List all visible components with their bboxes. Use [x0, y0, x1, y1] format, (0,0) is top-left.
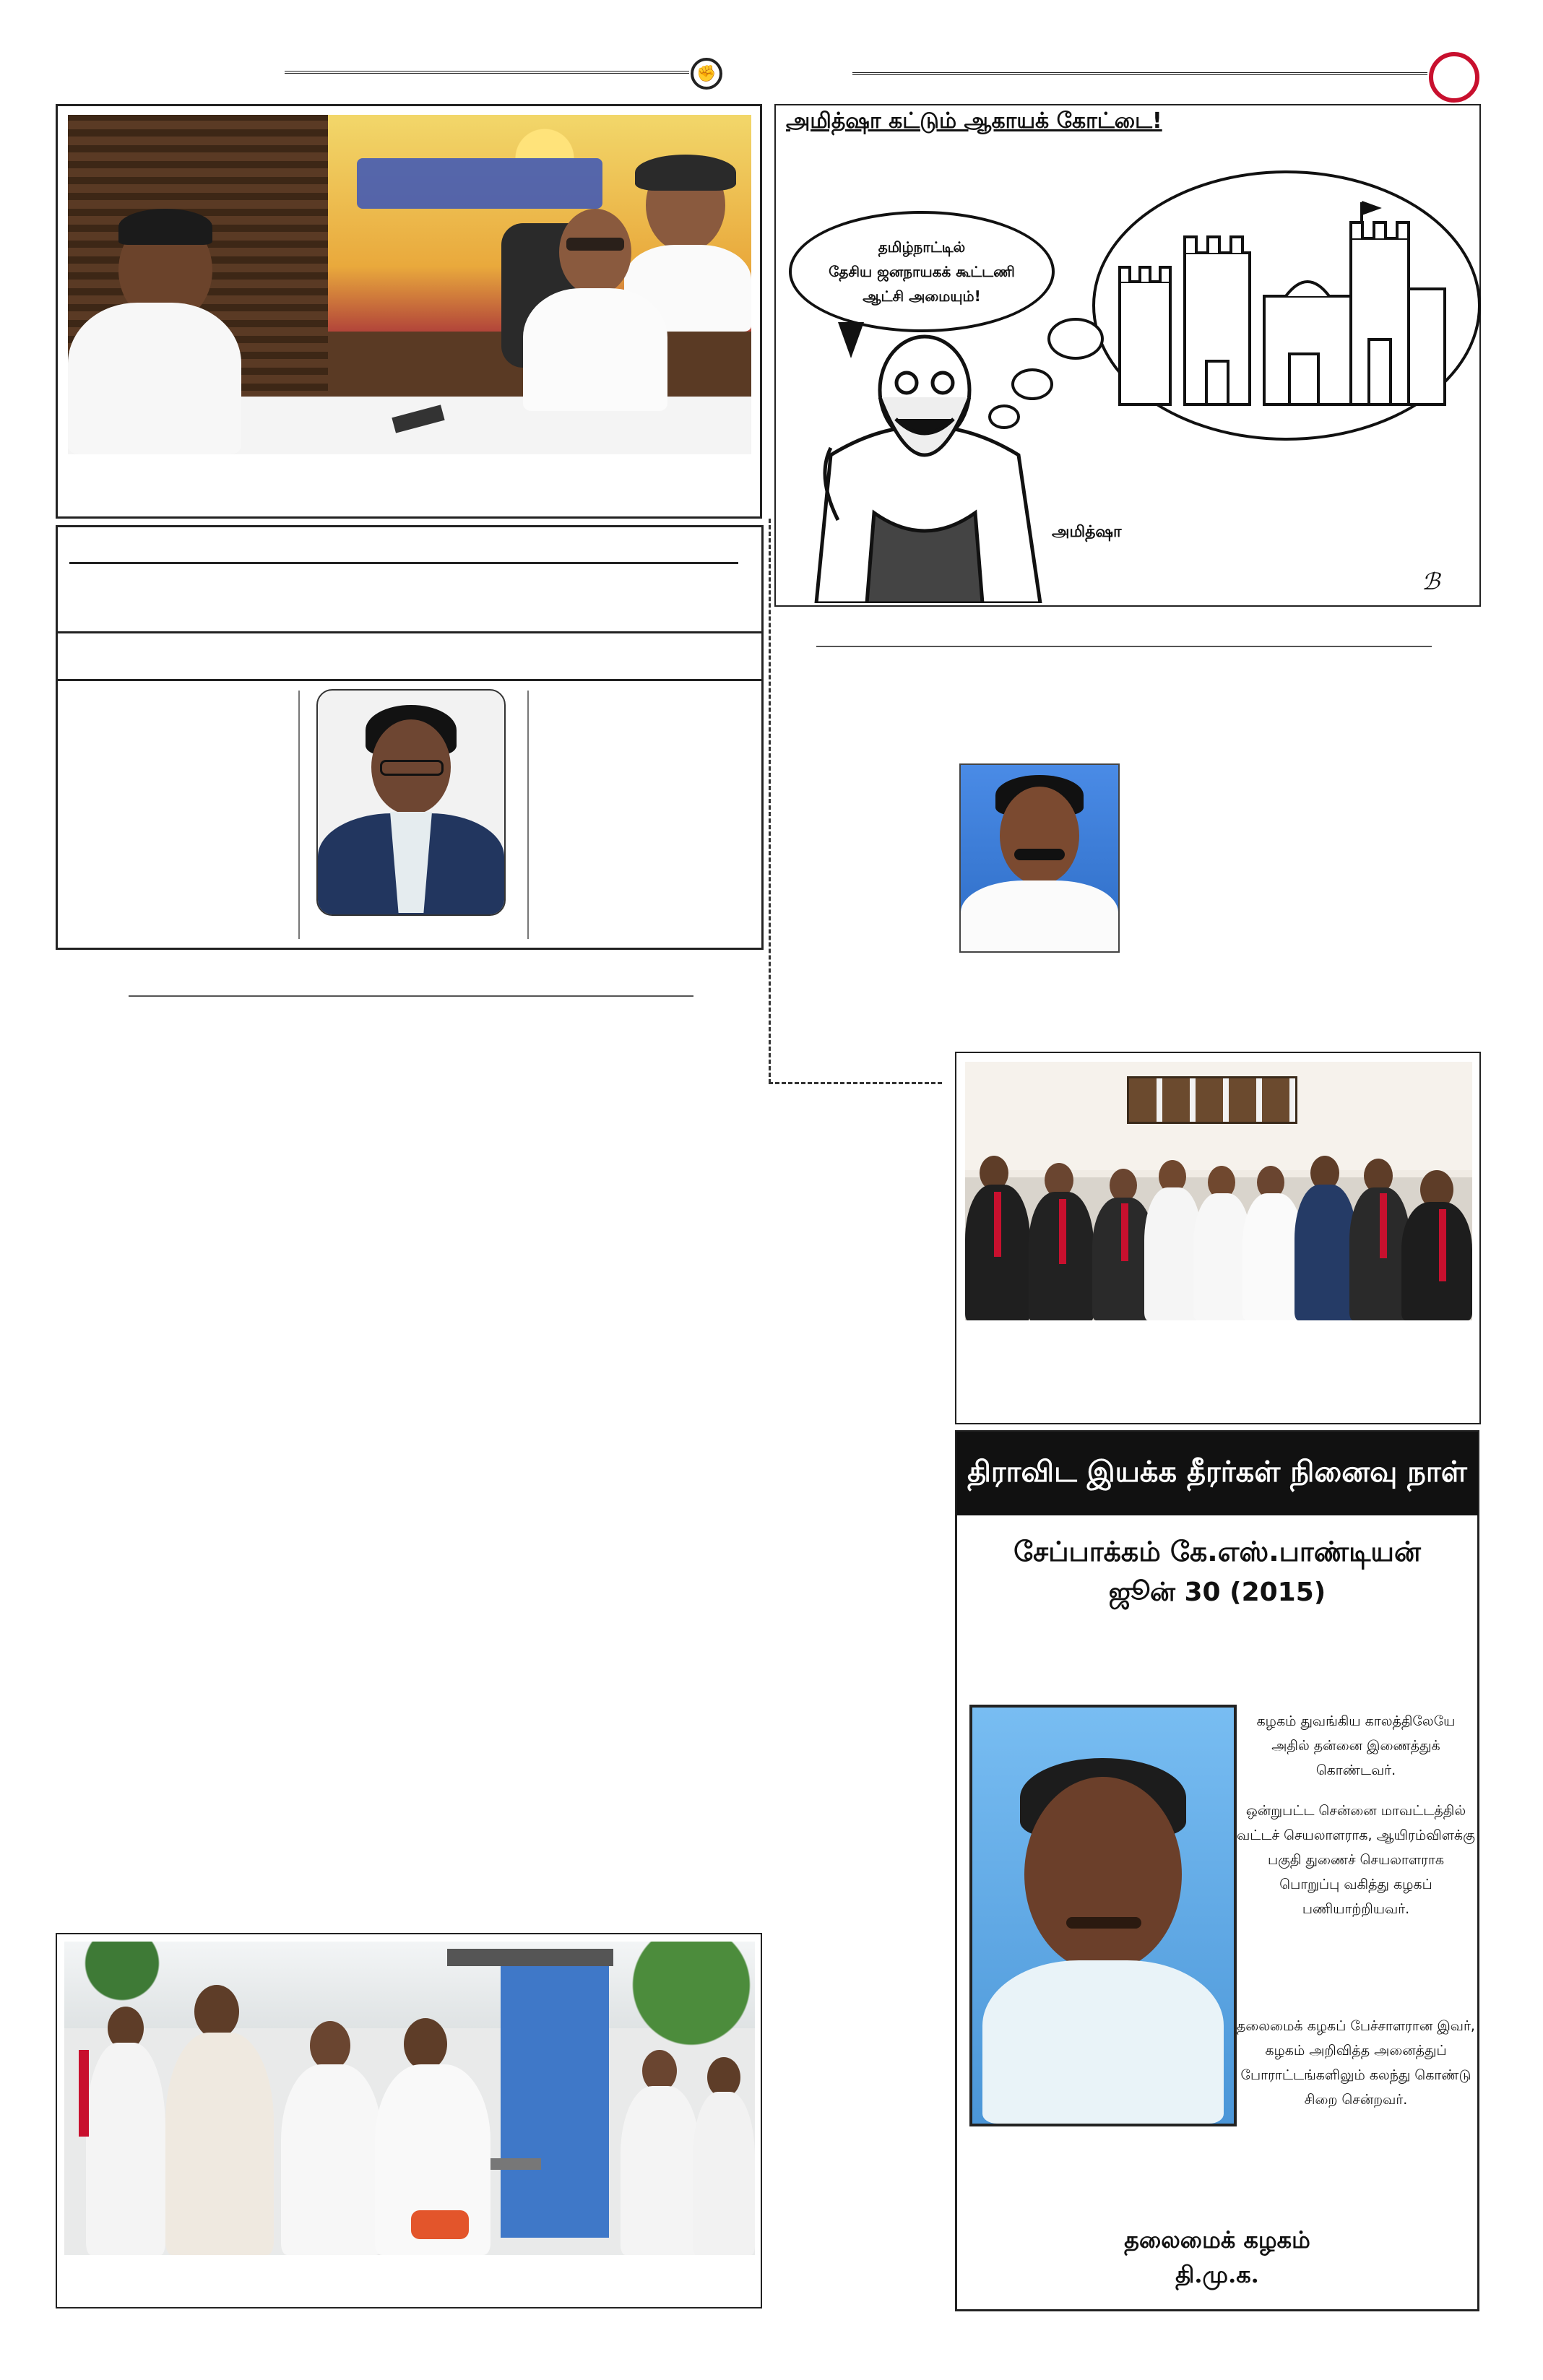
- cartoon-title: அமித்ஷா கட்டும் ஆகாயக் கோட்டை!: [786, 108, 1162, 134]
- speech-line-2: தேசிய ஜனநாயகக் கூட்டணி: [829, 263, 1015, 280]
- circle-icon: [1429, 52, 1479, 103]
- meeting-photo-frame: [56, 104, 762, 519]
- palm-tree: [72, 1942, 173, 2014]
- box-rule-1: [69, 562, 738, 564]
- student-box: [56, 525, 764, 950]
- memorial-footer-line-1: தலைமைக் கழகம்: [1124, 2226, 1310, 2254]
- memorial-banner: திராவிட இயக்க தீரர்கள் நினைவு நாள்: [956, 1432, 1478, 1515]
- column-line-right: [527, 691, 529, 939]
- memorial-name: சேப்பாக்கம் கே.எஸ்.பாண்டியன்: [1013, 1536, 1421, 1567]
- memorial-date: ஜூன் 30 (2015): [1108, 1578, 1326, 1607]
- section-rule-right: [816, 646, 1432, 647]
- party-logo-icon: ✊: [691, 58, 722, 90]
- column-line-left: [298, 691, 300, 939]
- box-divider-1: [58, 631, 761, 633]
- portrait-photo: [959, 763, 1120, 953]
- memorial-bio-2: ஒன்றுபட்ட சென்னை மாவட்டத்தில் வட்டச் செயலாளராக, ஆயிரம்விளக்கு பகுதி துணைச் செயலாளராக பொறுப்பு வகித்து கழகப் பணியாற்றியவர்.: [1237, 1803, 1475, 1917]
- section-rule-left: [129, 995, 693, 997]
- memorial-bio-3: தலைமைக் கழகப் பேச்சாளரான இவர், கழகம் அறிவித்த அனைத்துப் போராட்டங்களிலும் கலந்து கொண்டு சிறை சென்றவர்.: [1237, 2018, 1475, 2108]
- meeting-photo: [68, 115, 751, 454]
- event-photo: [64, 1942, 755, 2255]
- caricature-drawing: [787, 332, 1062, 603]
- speech-line-3: ஆட்சி அமையும்!: [863, 287, 981, 305]
- leader-portraits: [1127, 1076, 1297, 1124]
- artist-signature-icon: ℬ: [1422, 568, 1440, 595]
- student-photo: [316, 689, 506, 916]
- fort-drawing: [1105, 195, 1452, 419]
- speech-line-1: தமிழ்நாட்டில்: [878, 238, 966, 256]
- memorial-bio-1: கழகம் துவங்கிய காலத்திலேயே அதில் தன்னை இணைத்துக் கொண்டவர்.: [1256, 1713, 1456, 1778]
- group-photo-frame: [955, 1052, 1481, 1424]
- box-divider-2: [58, 679, 761, 681]
- event-photo-frame: [56, 1933, 762, 2308]
- memorial-photo: [969, 1705, 1237, 2126]
- speech-bubble: [789, 211, 1055, 332]
- blue-structure: [501, 1949, 609, 2238]
- header-rule-right: [852, 72, 1427, 75]
- dashed-separator-vertical: [769, 519, 771, 1083]
- caricature-label: அமித்ஷா: [1052, 523, 1122, 541]
- dashed-separator-horizontal: [769, 1082, 942, 1084]
- memorial-footer-line-2: தி.மு.க.: [1175, 2261, 1259, 2288]
- group-photo: [965, 1062, 1472, 1320]
- header-rule-left: [285, 71, 689, 74]
